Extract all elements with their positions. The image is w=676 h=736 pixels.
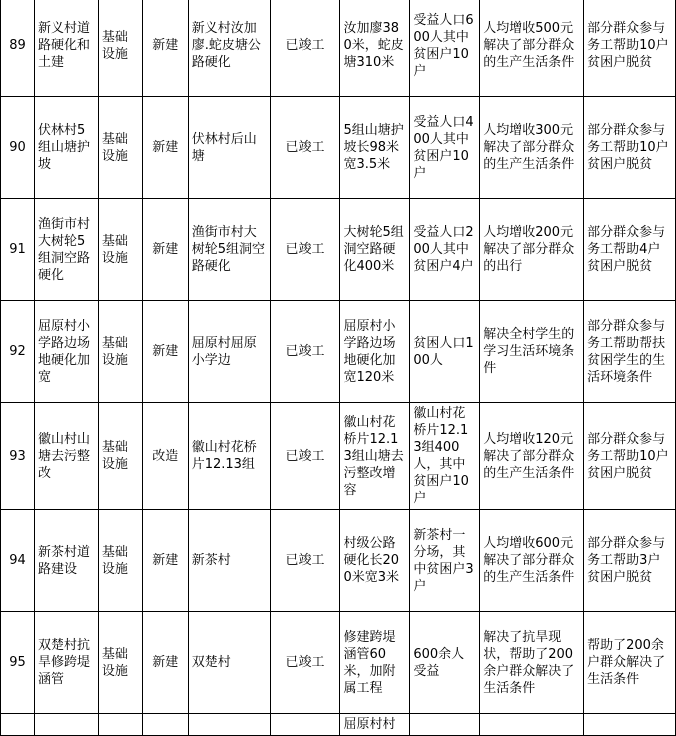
row-number-cell: 90	[1, 97, 35, 199]
construction-nature-cell: 改造	[142, 403, 188, 510]
construction-content-cell: 修建跨堤涵管60米，加附属工程	[340, 612, 410, 714]
beneficiaries-cell: 贫困人口100人	[410, 301, 480, 403]
construction-content-cell: 大树轮5组洞空路硬化400米	[340, 199, 410, 301]
completion-status-cell: 已竣工	[270, 510, 340, 612]
construction-nature-cell: 新建	[142, 612, 188, 714]
project-location-cell: 伏林村后山塘	[188, 97, 270, 199]
income-effect-cell: 人均增收120元解决了部分群众的生产生活条件	[480, 403, 584, 510]
poverty-effect-cell: 部分群众参与务工帮助10户贫困户脱贫	[584, 403, 676, 510]
income-effect-cell: 人均增收600元解决了部分群众的生产生活条件	[480, 510, 584, 612]
table-body	[1, 0, 676, 736]
row-number-cell: 95	[1, 612, 35, 714]
row-number-cell: 91	[1, 199, 35, 301]
partial-cell	[188, 714, 270, 736]
completion-status-cell: 已竣工	[270, 403, 340, 510]
income-effect-cell: 人均增收200元解决了部分群众的出行	[480, 199, 584, 301]
project-name-cell: 新茶村道路建设	[34, 510, 98, 612]
income-effect-cell: 人均增收300元解决了部分群众的生产生活条件	[480, 97, 584, 199]
row-number-cell: 89	[1, 0, 35, 97]
table-row	[1, 199, 676, 301]
project-type-cell: 基础设施	[98, 97, 142, 199]
beneficiaries-cell: 徽山村花桥片12.13组400人，其中贫困户10户	[410, 403, 480, 510]
construction-nature-cell: 新建	[142, 510, 188, 612]
poverty-effect-cell: 部分群众参与务工帮助3户贫困户脱贫	[584, 510, 676, 612]
partial-cell	[410, 714, 480, 736]
construction-content-cell: 5组山塘护坡长98米宽3.5米	[340, 97, 410, 199]
project-location-cell: 渔街市村大树轮5组洞空路硬化	[188, 199, 270, 301]
beneficiaries-cell: 受益人口600人其中贫困户10户	[410, 0, 480, 97]
completion-status-cell: 已竣工	[270, 301, 340, 403]
partial-cell	[270, 714, 340, 736]
partial-cell	[584, 714, 676, 736]
project-location-cell: 新义村汝加廖.蛇皮塘公路硬化	[188, 0, 270, 97]
project-type-cell: 基础设施	[98, 0, 142, 97]
project-name-cell: 渔街市村大树轮5组洞空路硬化	[34, 199, 98, 301]
construction-content-cell: 村级公路硬化长200米宽3米	[340, 510, 410, 612]
table-row-partial	[1, 714, 676, 736]
partial-cell: 屈原村村	[340, 714, 410, 736]
project-type-cell: 基础设施	[98, 199, 142, 301]
beneficiaries-cell: 受益人口200人其中贫困户4户	[410, 199, 480, 301]
project-type-cell: 基础设施	[98, 612, 142, 714]
construction-content-cell: 徽山村花桥片12.13组山塘去污整改增容	[340, 403, 410, 510]
project-name-cell: 徽山村山塘去污整改	[34, 403, 98, 510]
project-name-cell: 屈原村小学路边场地硬化加宽	[34, 301, 98, 403]
construction-nature-cell: 新建	[142, 0, 188, 97]
table-row	[1, 612, 676, 714]
poverty-effect-cell: 帮助了200余户群众解决了生活条件	[584, 612, 676, 714]
partial-cell	[480, 714, 584, 736]
poverty-effect-cell: 部分群众参与务工帮助4户贫困户脱贫	[584, 199, 676, 301]
partial-cell	[1, 714, 35, 736]
partial-cell	[34, 714, 98, 736]
beneficiaries-cell: 受益人口400人其中贫困户10户	[410, 97, 480, 199]
completion-status-cell: 已竣工	[270, 97, 340, 199]
poverty-effect-cell: 部分群众参与务工帮助10户贫困户脱贫	[584, 97, 676, 199]
project-location-cell: 徽山村花桥片12.13组	[188, 403, 270, 510]
table-row	[1, 301, 676, 403]
table-row	[1, 403, 676, 510]
project-name-cell: 伏林村5组山塘护坡	[34, 97, 98, 199]
project-type-cell: 基础设施	[98, 403, 142, 510]
table-row	[1, 0, 676, 97]
table-row	[1, 97, 676, 199]
income-effect-cell: 解决了抗旱现状，帮助了200余户群众解决了生活条件	[480, 612, 584, 714]
project-location-cell: 屈原村屈原小学边	[188, 301, 270, 403]
poverty-effect-cell: 部分群众参与务工帮助10户贫困户脱贫	[584, 0, 676, 97]
project-location-cell: 双楚村	[188, 612, 270, 714]
income-effect-cell: 人均增收500元解决了部分群众的生产生活条件	[480, 0, 584, 97]
completion-status-cell: 已竣工	[270, 612, 340, 714]
beneficiaries-cell: 新茶村一分场，其中贫困户3户	[410, 510, 480, 612]
project-type-cell: 基础设施	[98, 510, 142, 612]
construction-content-cell: 屈原村小学路边场地硬化加宽120米	[340, 301, 410, 403]
project-type-cell: 基础设施	[98, 301, 142, 403]
row-number-cell: 93	[1, 403, 35, 510]
row-number-cell: 92	[1, 301, 35, 403]
table-row	[1, 510, 676, 612]
partial-cell	[142, 714, 188, 736]
beneficiaries-cell: 600余人受益	[410, 612, 480, 714]
income-effect-cell: 解决全村学生的学习生活环境条件	[480, 301, 584, 403]
construction-nature-cell: 新建	[142, 199, 188, 301]
project-name-cell: 双楚村抗旱修跨堤涵管	[34, 612, 98, 714]
completion-status-cell: 已竣工	[270, 0, 340, 97]
construction-content-cell: 汝加廖380米，蛇皮塘310米	[340, 0, 410, 97]
row-number-cell: 94	[1, 510, 35, 612]
construction-nature-cell: 新建	[142, 97, 188, 199]
project-name-cell: 新义村道路硬化和土建	[34, 0, 98, 97]
completion-status-cell: 已竣工	[270, 199, 340, 301]
partial-cell	[98, 714, 142, 736]
poverty-effect-cell: 部分群众参与务工帮助帮扶贫困学生的生活环境条件	[584, 301, 676, 403]
project-location-cell: 新茶村	[188, 510, 270, 612]
construction-nature-cell: 新建	[142, 301, 188, 403]
